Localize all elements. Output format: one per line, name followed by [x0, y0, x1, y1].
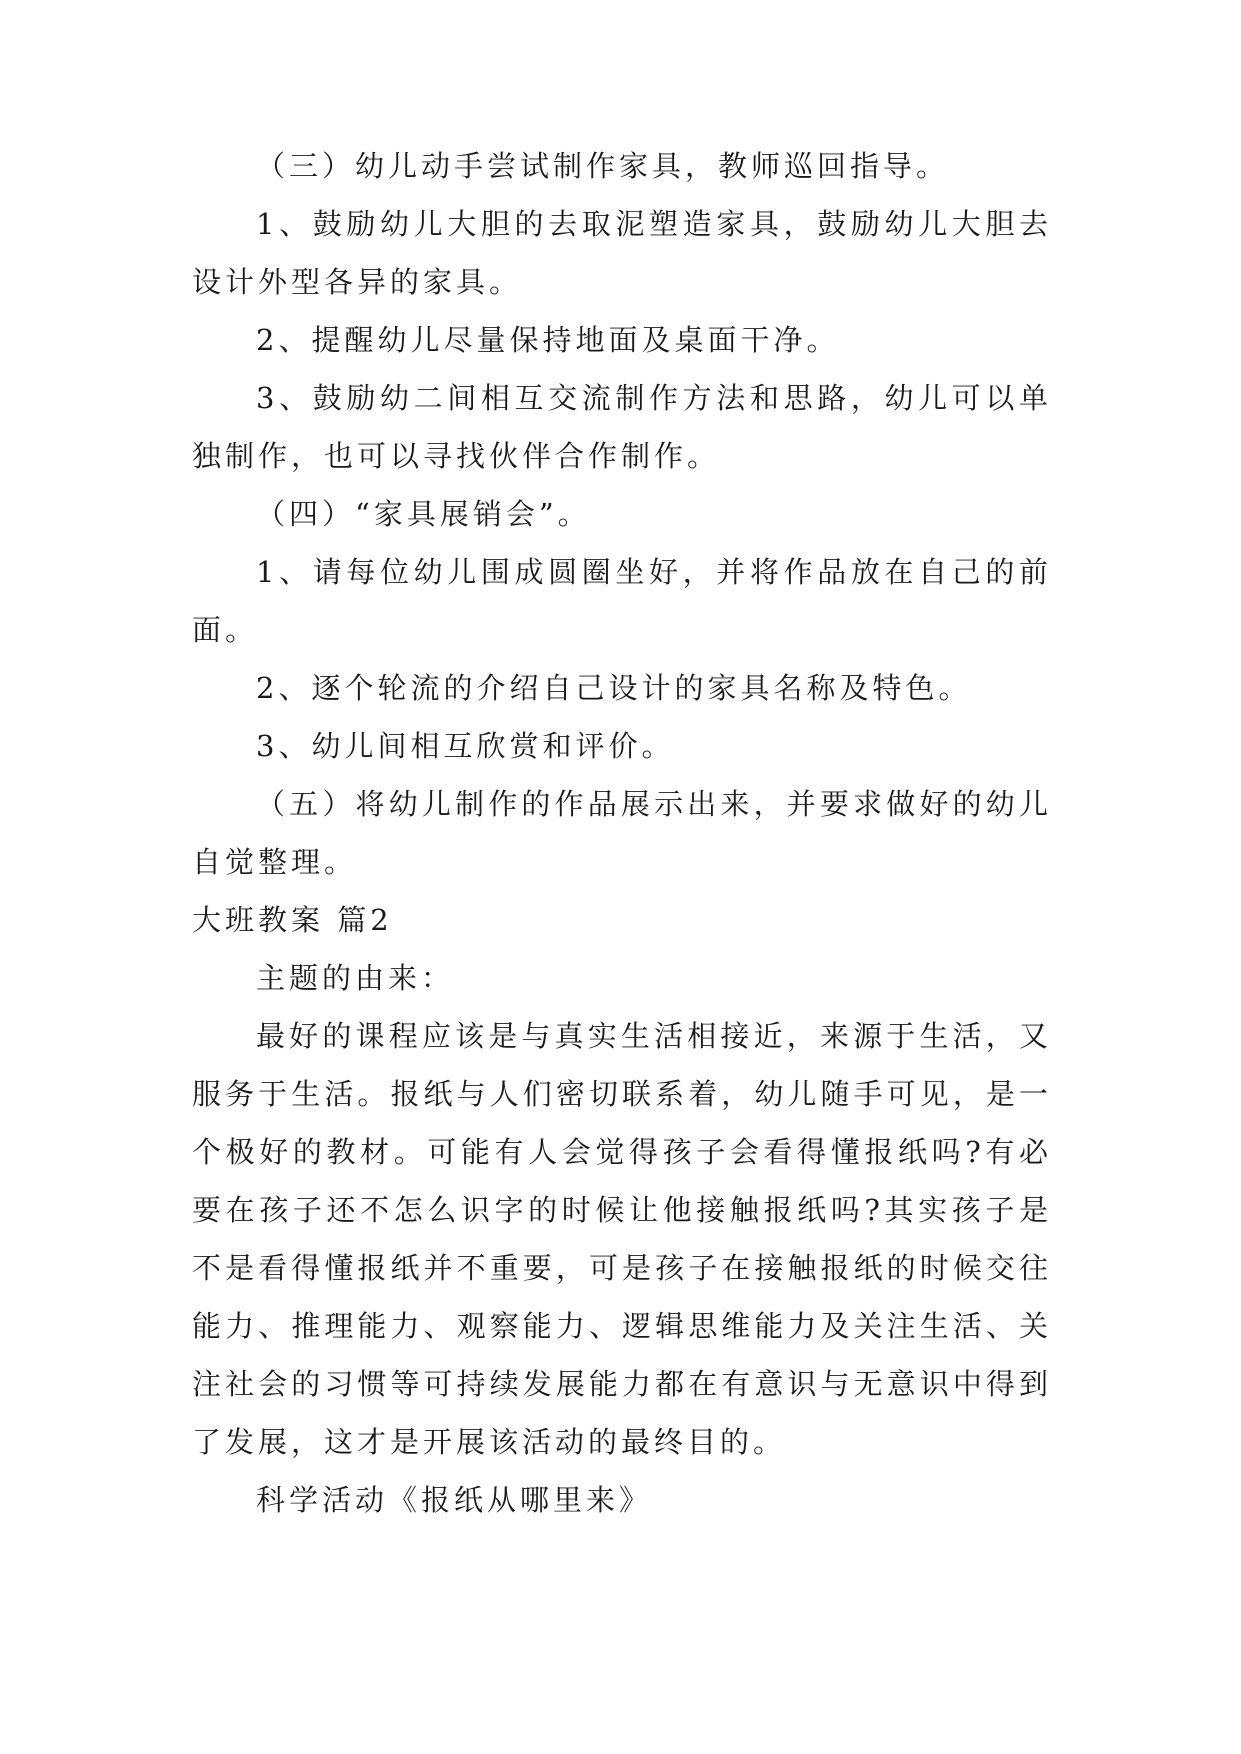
document-body [192, 137, 1052, 1529]
paragraph-step-4-item-2: 2、逐个轮流的介绍自己设计的家具名称及特色。 [256, 671, 972, 705]
paragraph-step-5: （五）将幼儿制作的作品展示出来，并要求做好的幼儿自觉整理。 [192, 787, 1052, 879]
paragraph-theme-origin-body: 最好的课程应该是与真实生活相接近，来源于生活，又服务于生活。报纸与人们密切联系着，幼儿随手可见，是一个极好的教材。可能有人会觉得孩子会看得懂报纸吗?有必要在孩子还不怎么识字的时候让他接触报纸吗?其实孩子是不是看得懂报纸并不重要，可是孩子在接触报纸的时候交往能力、推理能力、观察能力、逻辑思维能力及关注生活、关注社会的习惯等可持续发展能力都在有意识与无意识中得到了发展，这才是开展该活动的最终目的。 [192, 1019, 1052, 1459]
paragraph-step-3-item-2: 2、提醒幼儿尽量保持地面及桌面干净。 [256, 323, 840, 357]
paragraph-step-4-item-3: 3、幼儿间相互欣赏和评价。 [256, 729, 675, 763]
paragraph-step-3-item-3: 3、鼓励幼二间相互交流制作方法和思路，幼儿可以单独制作，也可以寻找伙伴合作制作。 [192, 381, 1052, 473]
paragraph-activity-title: 科学活动《报纸从哪里来》 [256, 1483, 653, 1517]
paragraph-step-3-title: （三）幼儿动手尝试制作家具，教师巡回指导。 [256, 149, 950, 183]
section-title: 大班教案 篇2 [192, 903, 393, 937]
paragraph-step-3-item-1: 1、鼓励幼儿大胆的去取泥塑造家具，鼓励幼儿大胆去设计外型各异的家具。 [192, 207, 1052, 299]
paragraph-step-4-item-1: 1、请每位幼儿围成圆圈坐好，并将作品放在自己的前面。 [192, 555, 1052, 647]
paragraph-theme-origin-label: 主题的由来： [256, 961, 455, 995]
paragraph-step-4-title: （四）“家具展销会”。 [256, 497, 591, 531]
